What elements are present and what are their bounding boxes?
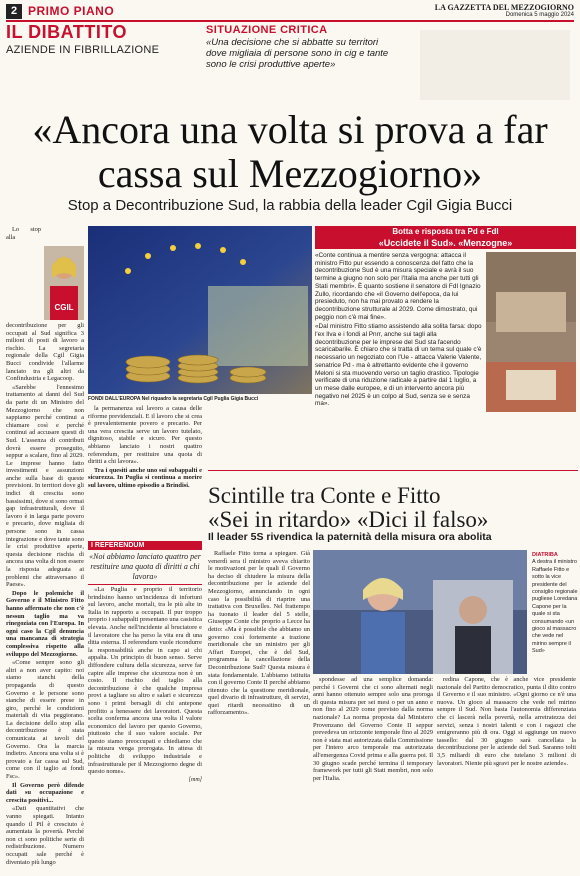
main-subhead: Stop a Decontribuzione Sud, la rabbia della leader Cgil Gigia Bucci xyxy=(67,197,513,214)
article2-subhead: Il leader 5S rivendica la paternità della misura ora abolita xyxy=(208,531,492,543)
fitto-capone-photo xyxy=(313,550,527,674)
paragraph: la permanenza sul lavoro a causa delle riforme previdenziali. E il lavoro che si crea è prevalentemente povero e precario. Per una vera crescita serve un lavoro tutelato, dignitoso, stabile e sicuro. Per questo abbiamo lanciato i nostri quattro referendum, per restituire una quota di diritti a chi lavora». xyxy=(88,405,202,466)
paragraph: «Conte continua a mentire senza vergogna: attacca il ministro Fitto pur essendo a conoscenza del fatto che la decontribuzione Sud è una misura speciale e avrà il suo termine a giugno non solo per l'Italia ma anche per tutti gli Stati membri». È quanto sostiene il senatore di FdI Ignazio Zullo, ricordando che «il Governo dell'epoca, da lui presieduto, non ha mai provato a rendere la decontribuzione strutturale al 2029. Come dimostrato, qui peggio non c'è mai fine». xyxy=(315,252,481,321)
botta-quote: «Uccidete il Sud». «Menzogne» xyxy=(315,237,576,249)
paragraph: Lo stop alla decontribuzione per gli occupati al Sud significa 3 milioni di posti di lavoro a rischio. La segretaria regionale della Cgil Gigia Bucci condivide l'allarme lanciato tra gli altri da Confindustria e Legacoop. xyxy=(6,226,84,383)
question-paragraph: Dopo le polemiche il Governo e il Ministro Fitto hanno affermato che non c'è nessun taglio ma va rinegoziata con l'Europa. In ogni caso la Cgil denuncia una mancanza di strategia complessiva rispetto alla sviluppo del Mezzogiorno. xyxy=(6,589,84,658)
main-headline: «Ancora una volta si prova a far cassa sul Mezzogiorno» xyxy=(32,107,548,196)
article-column-2a xyxy=(88,405,202,535)
issue-date: Domenica 5 maggio 2024 xyxy=(505,12,574,18)
kicker: IL DIBATTITO xyxy=(6,22,127,42)
article2-headline-line1: Scintille tra Conte e Fitto xyxy=(208,483,441,508)
workers-photo xyxy=(486,252,576,412)
botta-text xyxy=(315,252,483,474)
eu-money-photo xyxy=(88,226,312,394)
paragraph: redina Capone, che è anche vice presidente nazionale del Partito democratico, punta il dito contro il Governo e il suo ministro. «Ogni giorno ce n'è una nuova. Un gioco al massacro che vede nel mirino sempre il Sud. Non basta l'autonomia differenziata che ci lascerà nella povertà, nella arretratezza dei servizi, senza i nostri talenti e con i ragazzi che emigreranno più di ora. Oggi si aggiunge un nuovo tassello: dal 30 giugno sarà cancellata la decontribuzione per le aziende del Sud. Saranno tolti 3,5 miliardi di euro che tutelano 3 milioni di lavoratori. Niente più sgravi per le nostre aziende». xyxy=(437,676,576,767)
subkicker: AZIENDE IN FIBRILLAZIONE xyxy=(6,44,160,56)
newspaper-name: LA GAZZETTA DEL MEZZOGIORNO xyxy=(434,3,574,12)
author-signature: [mm] xyxy=(188,776,202,783)
article2-headline-line2: «Sei in ritardo» «Dici il falso» xyxy=(208,507,489,532)
paragraph: «Come sempre sono gli altri a non aver capito: noi siamo stanchi della propaganda di questo Governo e le persone sono stanche di essere prese in giro, perché le condizioni materiali di vita peggiorano. La decisione dello stop alla decontribuzione è stata comunicata ai tavoli del Governo. Ora la marcia indietro. Ancora una volta si è provato a far cassa sul Sud, come con il taglio ai fondi Fsc». xyxy=(6,659,84,781)
article2-column-2 xyxy=(313,676,433,834)
article2-headline xyxy=(208,484,578,532)
svg-text:CGIL: CGIL xyxy=(54,303,74,312)
botta-bar: Botta e risposta tra Pd e FdI xyxy=(315,226,576,237)
diatriba-text: A destra il ministro Raffaele Fitto e sotto la vice presidente del consiglio regionale pugliese Loredana Capone per la quale si sta consumando «un gioco al massacro che vede nel mirino sempre il Sud» xyxy=(532,559,578,655)
paragraph: Raffaele Fitto torna a spiegare. Già venerdì sera il ministro aveva chiarito le motivazioni per le quali il Governo ha deciso di chiudere la misura della decontribuzione per le aziende del Mezzogiorno, annunciando in ogni caso la possibilità di riaprire una trattativa con Bruxelles. Nel frattempo ha tuonato il leader del 5 stelle, Giuseppe Conte che proprio a Lecce ha detto: «Ma è possibile che abbiamo un governo così fortemente a trazione meridionale che un ministro per gli Affari Europei, che è del Sud, programma la cancellazione della Decontribuzione Sud? Questa misura è stata fondamentale. L'abbiamo istituita con il governo Conte II perché abbiamo ritenuto che la questione meridionale, quel divario di infrastrutture, di servizi, quei ritardi necessitino di un rafforzamento». xyxy=(208,550,310,717)
decorative-graphic xyxy=(420,30,570,100)
article-column-2b xyxy=(88,586,202,834)
page-number: 2 xyxy=(6,4,22,19)
diatriba-label: DIATRIBA xyxy=(532,552,558,558)
photo-caption-diatriba xyxy=(532,552,578,656)
situation-quote: «Una decisione che si abbatte su territori dove migliaia di persone sono in cig e tante sono le crisi produttive aperte» xyxy=(206,37,389,70)
paragraph: «Sarebbe l'ennesimo trattamento ai danni del Sud da parte di un Ministro del Mezzogiorno che non sappiamo perché continui a chiamare così e perché continui ad accusare questi di Sud. L'assenza di contributi dovrà essere proseguito, seppur a scalare, fino al 2029. Le imprese hanno fatto investimenti e assunzioni anche sulla base di queste previsioni. In territori dove gli indici di crescita sono bassissimi, dove si sono ormai gap infrastrutturali, dove il lavoro è in larga parte povero e precario, dove migliaia di persone sono in cassa integrazione e dove tante sono le crisi produttive aperte, questa decisione rischia di ancora una volta di non essere la risposta adeguata ai problemi che attraversano il Paese». xyxy=(6,383,84,589)
referendum-quote: «Noi abbiamo lanciato quattro per restituire una quota di diritti a chi lavora» xyxy=(88,550,202,585)
paragraph: spondesse ad una semplice domanda: perché i Governi che ci sono alternati negli anni hanno ottenuto sempre solo una proroga di questa misura per sei mesi o per un anno e non fino al 2029 come previsto dalla norma nazionale? La norma proposta dal Ministero Provenzano del Governo Conte II seppur prevedeva un orizzonte temporale fino al 2029 non è stata mai autorizzata dalla Commissione per l'intero arco temporale ma autorizzata all'emergenza Covid prima e alla guerra poi. Il 30 giugno scade perché termina il temporary framework per tutti gli Stati membri, non solo per l'Italia. xyxy=(313,676,433,782)
article2-column-1 xyxy=(208,550,310,834)
page-header xyxy=(6,4,574,22)
divider xyxy=(208,470,578,478)
question-paragraph: Il Governo però difende dati su occupazione e crescita positivi... xyxy=(6,781,84,804)
referendum-label: I REFERENDUM xyxy=(88,541,202,550)
paragraph: «Dati quantitativi che vanno spiegati. Intanto quando il Pil è cresciuto è aumentata la povertà. Perché non ci sono politiche serie di redistribuzione. Numero occupati sale perché è diventato più lungo xyxy=(6,805,84,866)
photo-caption: FONDI DALL'EUROPA Nel riquadro la segretaria Cgil Puglia Gigia Bucci xyxy=(88,396,259,402)
situation-label: SITUAZIONE CRITICA xyxy=(206,24,328,36)
question-paragraph: Tra i quesiti anche uno sui subappalti e sicurezza. In Puglia si continua a morire sul lavoro, ultimo episodio a Brindisi. xyxy=(88,466,202,489)
newspaper-masthead xyxy=(435,3,574,18)
referendum-box xyxy=(88,541,202,585)
article-column-1 xyxy=(6,226,84,876)
bucci-portrait-photo xyxy=(44,246,84,320)
paragraph: «La Puglia e proprio il territorio brindisino hanno un'incidenza di infortuni sul lavoro, anche mortali, tra le più alte in Italia in rapporto a occupati. Il pur troppo proprio i subappalti presentano una casistica elevata. Anche nell'incidente al bruciatore e il lavoratore che ha perso la vita era di una ditta esterna. Il referendum vuole ricondurre la responsabilità anche in capo ai chi appalta. Un principio di buon senso. Serve diffondere cultura della sicurezza, serve far capire alle imprese che sicurezza non è un costo. Il rischio del taglio alla decontribuzione è che qualche impresa provi a tagliare su altro e salari e sicurezza sono i primi bersagli di chi antepone profitto a benessere dei lavoratori. Questa scelta conferma ancora una volta il valore economico del lavoro per questo Governo, piuttosto che il suo valore sociale. Per questo siamo preoccupati e chiediamo che la misura venga prorogata. In attesa di politiche di sviluppo industriale e infrastrutturale per il Mezzogiorno degne di questo nome». xyxy=(88,586,202,776)
article2-column-3 xyxy=(437,676,576,834)
paragraph: «Dal ministro Fitto stiamo assistendo alla solita farsa: dopo l'ex Ilva e i fondi al Pnrr, anche sui tagli alla decontribuzione per le imprese del Sud sta facendo scaricabarile. È chiaro che si tratta di un tema sul quale c'è necessario un negoziato con l'Ue - attacca Valerie Valente, senatrice Pd - ma è altrettanto evidente che il governo Meloni si sta muovendo verso un taglio drastico. Tipologie verificate di una riduzione radicale a partire dal 1 luglio, a un mese dalle europee, e di un intervento ancora più negativo nel 2025 è un colpo al Sud, senza se e senza ma». xyxy=(315,323,482,408)
section-name: PRIMO PIANO xyxy=(28,4,115,18)
